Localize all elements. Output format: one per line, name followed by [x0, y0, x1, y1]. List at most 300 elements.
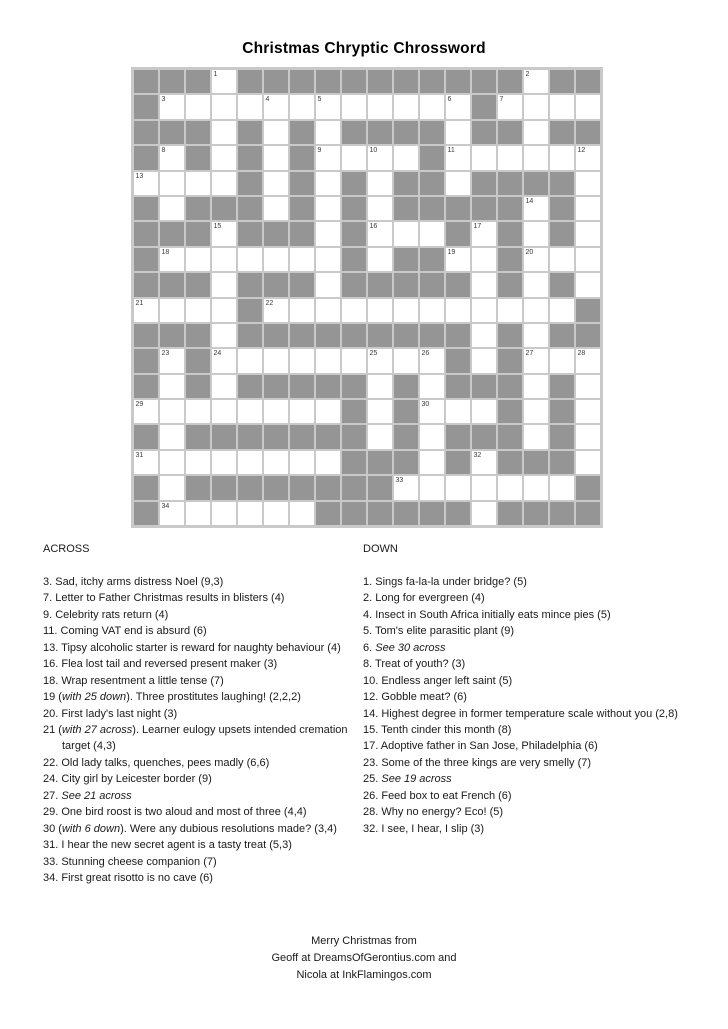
- grid-cell-block: [472, 172, 496, 195]
- cell-number: 8: [161, 147, 166, 155]
- grid-cell[interactable]: [576, 273, 600, 296]
- grid-cell[interactable]: [212, 95, 236, 118]
- grid-cell[interactable]: [446, 95, 470, 118]
- grid-cell-block: [550, 400, 574, 423]
- grid-cell[interactable]: [472, 299, 496, 322]
- grid-cell[interactable]: [472, 502, 496, 525]
- grid-cell[interactable]: [550, 146, 574, 169]
- grid-cell[interactable]: [576, 222, 600, 245]
- grid-cell[interactable]: [446, 299, 470, 322]
- grid-cell-block: [186, 222, 210, 245]
- grid-cell-block: [134, 70, 158, 93]
- grid-cell-block: [342, 172, 366, 195]
- cell-number: 15: [213, 223, 222, 231]
- grid-cell[interactable]: [498, 146, 522, 169]
- grid-cell[interactable]: [576, 451, 600, 474]
- grid-cell[interactable]: [394, 222, 418, 245]
- grid-cell[interactable]: [368, 400, 392, 423]
- grid-cell[interactable]: [264, 451, 288, 474]
- grid-cell[interactable]: [368, 349, 392, 372]
- clue-down-28: [363, 804, 719, 820]
- grid-cell-block: [264, 273, 288, 296]
- grid-cell[interactable]: [264, 197, 288, 220]
- grid-cell-block: [394, 273, 418, 296]
- grid-cell-block: [134, 197, 158, 220]
- clue-text-segment: 2. Long for evergreen (4): [363, 592, 485, 605]
- grid-cell[interactable]: [420, 299, 444, 322]
- clue-text-segment: 16. Flea lost tail and reversed present maker (3): [43, 658, 278, 671]
- grid-cell-block: [420, 324, 444, 347]
- grid-cell[interactable]: [186, 400, 210, 423]
- grid-cell-block: [498, 502, 522, 525]
- grid-cell-block: [134, 375, 158, 398]
- grid-cell[interactable]: [472, 324, 496, 347]
- grid-cell[interactable]: [524, 146, 548, 169]
- grid-cell-block: [472, 375, 496, 398]
- grid-cell[interactable]: [316, 248, 340, 271]
- grid-cell[interactable]: [576, 197, 600, 220]
- grid-cell[interactable]: [212, 349, 236, 372]
- down-clues-section: [363, 541, 719, 837]
- grid-cell[interactable]: [160, 375, 184, 398]
- grid-cell[interactable]: [524, 375, 548, 398]
- clue-text-segment: 10. Endless anger left saint (5): [363, 674, 513, 687]
- grid-cell-block: [550, 197, 574, 220]
- grid-cell[interactable]: [342, 349, 366, 372]
- grid-cell[interactable]: [160, 299, 184, 322]
- grid-cell-block: [290, 121, 314, 144]
- grid-cell-block: [238, 476, 262, 499]
- clue-across-16: [43, 656, 363, 672]
- grid-cell-block: [342, 502, 366, 525]
- grid-cell-block: [212, 425, 236, 448]
- grid-cell-block: [524, 502, 548, 525]
- grid-cell[interactable]: [446, 400, 470, 423]
- grid-cell[interactable]: [186, 502, 210, 525]
- grid-cell[interactable]: [316, 400, 340, 423]
- grid-cell[interactable]: [446, 146, 470, 169]
- across-clues-list: [43, 574, 363, 887]
- grid-cell-block: [160, 222, 184, 245]
- grid-cell[interactable]: [264, 95, 288, 118]
- clue-text-segment: 13. Tipsy alcoholic starter is reward for naughty behaviour (4): [43, 641, 341, 654]
- grid-cell-block: [264, 70, 288, 93]
- grid-cell-block: [550, 121, 574, 144]
- grid-cell[interactable]: [472, 146, 496, 169]
- grid-cell[interactable]: [160, 146, 184, 169]
- grid-cell-block: [134, 425, 158, 448]
- clue-across-9: [43, 607, 363, 623]
- cell-number: 12: [577, 147, 586, 155]
- grid-cell-block: [342, 400, 366, 423]
- grid-cell-block: [576, 324, 600, 347]
- grid-cell[interactable]: [134, 172, 158, 195]
- grid-cell[interactable]: [160, 451, 184, 474]
- grid-cell-block: [550, 375, 574, 398]
- clue-text-segment: 34. First great risotto is no cave (6): [43, 872, 213, 885]
- grid-cell[interactable]: [316, 299, 340, 322]
- cell-number: 26: [421, 350, 430, 358]
- grid-cell-block: [524, 172, 548, 195]
- grid-cell-block: [238, 146, 262, 169]
- grid-cell[interactable]: [576, 425, 600, 448]
- clue-text-segment: with 27 across: [61, 723, 133, 736]
- grid-cell-block: [472, 425, 496, 448]
- grid-cell[interactable]: [446, 172, 470, 195]
- grid-cell[interactable]: [420, 476, 444, 499]
- grid-cell[interactable]: [186, 451, 210, 474]
- grid-cell[interactable]: [290, 400, 314, 423]
- cell-number: 19: [447, 248, 456, 256]
- grid-cell[interactable]: [264, 349, 288, 372]
- grid-cell-block: [290, 425, 314, 448]
- grid-cell-block: [160, 121, 184, 144]
- grid-cell-block: [290, 273, 314, 296]
- clue-down-23: [363, 755, 719, 771]
- grid-cell[interactable]: [368, 146, 392, 169]
- grid-cell[interactable]: [368, 425, 392, 448]
- grid-cell-block: [134, 121, 158, 144]
- grid-cell[interactable]: [524, 121, 548, 144]
- grid-cell[interactable]: [238, 248, 262, 271]
- grid-cell[interactable]: [472, 476, 496, 499]
- grid-cell-block: [238, 299, 262, 322]
- clue-text-segment: with 6 down: [61, 822, 121, 835]
- grid-cell[interactable]: [472, 451, 496, 474]
- grid-cell[interactable]: [238, 95, 262, 118]
- grid-cell-block: [316, 324, 340, 347]
- grid-cell[interactable]: [134, 451, 158, 474]
- grid-cell[interactable]: [212, 172, 236, 195]
- grid-cell-block: [420, 121, 444, 144]
- grid-cell[interactable]: [498, 476, 522, 499]
- grid-cell[interactable]: [550, 299, 574, 322]
- grid-cell-block: [576, 502, 600, 525]
- grid-cell[interactable]: [368, 172, 392, 195]
- grid-cell-block: [394, 248, 418, 271]
- grid-cell[interactable]: [420, 451, 444, 474]
- grid-cell[interactable]: [524, 299, 548, 322]
- grid-cell[interactable]: [446, 121, 470, 144]
- grid-cell[interactable]: [290, 95, 314, 118]
- grid-cell[interactable]: [576, 248, 600, 271]
- grid-cell-block: [342, 273, 366, 296]
- grid-cell[interactable]: [316, 451, 340, 474]
- grid-cell[interactable]: [160, 95, 184, 118]
- clue-down-17: [363, 738, 719, 754]
- grid-cell-block: [186, 375, 210, 398]
- clue-text-segment: 27.: [43, 789, 62, 802]
- grid-cell[interactable]: [524, 95, 548, 118]
- grid-cell-block: [394, 121, 418, 144]
- grid-cell[interactable]: [238, 400, 262, 423]
- grid-cell[interactable]: [290, 349, 314, 372]
- grid-cell[interactable]: [576, 172, 600, 195]
- cell-number: 20: [525, 248, 534, 256]
- cell-number: 18: [161, 248, 170, 256]
- grid-cell[interactable]: [316, 222, 340, 245]
- grid-cell[interactable]: [134, 400, 158, 423]
- grid-cell[interactable]: [316, 95, 340, 118]
- grid-cell[interactable]: [316, 349, 340, 372]
- grid-cell[interactable]: [420, 400, 444, 423]
- grid-cell-block: [342, 222, 366, 245]
- grid-cell[interactable]: [290, 248, 314, 271]
- grid-cell[interactable]: [186, 248, 210, 271]
- down-clues-list: [363, 574, 719, 837]
- grid-cell[interactable]: [160, 248, 184, 271]
- grid-cell[interactable]: [368, 197, 392, 220]
- footer-message: [0, 933, 728, 984]
- grid-cell[interactable]: [290, 299, 314, 322]
- clue-text-segment: 31. I hear the new secret agent is a tasty treat (5,3): [43, 839, 292, 852]
- grid-cell[interactable]: [394, 299, 418, 322]
- grid-cell[interactable]: [498, 299, 522, 322]
- grid-cell-block: [134, 476, 158, 499]
- grid-cell-block: [316, 476, 340, 499]
- grid-cell-block: [420, 146, 444, 169]
- grid-cell[interactable]: [212, 324, 236, 347]
- grid-cell[interactable]: [576, 375, 600, 398]
- grid-cell-block: [264, 324, 288, 347]
- clue-across-30: [43, 821, 363, 837]
- grid-cell-block: [134, 146, 158, 169]
- cell-number: 23: [161, 350, 170, 358]
- grid-cell[interactable]: [368, 299, 392, 322]
- grid-cell-block: [498, 172, 522, 195]
- grid-cell[interactable]: [212, 222, 236, 245]
- grid-cell[interactable]: [524, 425, 548, 448]
- grid-cell[interactable]: [212, 121, 236, 144]
- grid-cell[interactable]: [212, 451, 236, 474]
- grid-cell[interactable]: [576, 349, 600, 372]
- grid-cell[interactable]: [524, 70, 548, 93]
- grid-cell[interactable]: [212, 248, 236, 271]
- grid-cell[interactable]: [498, 95, 522, 118]
- grid-cell-block: [550, 502, 574, 525]
- grid-cell[interactable]: [160, 476, 184, 499]
- grid-cell[interactable]: [238, 451, 262, 474]
- grid-cell-block: [446, 349, 470, 372]
- grid-cell[interactable]: [368, 222, 392, 245]
- grid-cell-block: [550, 172, 574, 195]
- clue-text-segment: ). Learner eulogy upsets intended cremation target (4,3): [62, 723, 348, 753]
- grid-cell[interactable]: [420, 95, 444, 118]
- grid-cell-block: [498, 349, 522, 372]
- grid-cell[interactable]: [264, 299, 288, 322]
- grid-cell-block: [186, 70, 210, 93]
- clue-text-segment: 29. One bird roost is two aloud and most of three (4,4): [43, 806, 307, 819]
- grid-cell[interactable]: [524, 248, 548, 271]
- grid-cell-block: [498, 222, 522, 245]
- grid-cell[interactable]: [316, 172, 340, 195]
- grid-cell-block: [212, 197, 236, 220]
- grid-cell-block: [576, 476, 600, 499]
- grid-cell[interactable]: [550, 476, 574, 499]
- grid-cell-block: [134, 248, 158, 271]
- grid-cell-block: [498, 273, 522, 296]
- clue-across-22: [43, 755, 363, 771]
- grid-cell[interactable]: [264, 400, 288, 423]
- grid-cell[interactable]: [342, 299, 366, 322]
- grid-cell[interactable]: [212, 146, 236, 169]
- clue-text-segment: with 25 down: [61, 691, 127, 704]
- clue-down-5: [363, 623, 719, 639]
- grid-cell[interactable]: [368, 248, 392, 271]
- grid-cell[interactable]: [160, 502, 184, 525]
- grid-cell[interactable]: [472, 400, 496, 423]
- grid-cell[interactable]: [212, 273, 236, 296]
- grid-cell-block: [316, 502, 340, 525]
- grid-cell-block: [186, 197, 210, 220]
- grid-cell-block: [238, 425, 262, 448]
- grid-cell[interactable]: [264, 121, 288, 144]
- grid-cell[interactable]: [472, 222, 496, 245]
- grid-cell[interactable]: [420, 425, 444, 448]
- grid-cell-block: [550, 70, 574, 93]
- grid-cell[interactable]: [264, 248, 288, 271]
- grid-cell[interactable]: [420, 222, 444, 245]
- grid-cell[interactable]: [160, 425, 184, 448]
- grid-cell[interactable]: [524, 324, 548, 347]
- clue-text-segment: 9. Celebrity rats return (4): [43, 608, 169, 621]
- grid-cell-block: [342, 248, 366, 271]
- grid-cell-block: [342, 476, 366, 499]
- grid-cell[interactable]: [160, 400, 184, 423]
- grid-cell[interactable]: [394, 146, 418, 169]
- grid-cell[interactable]: [420, 349, 444, 372]
- grid-cell[interactable]: [212, 299, 236, 322]
- grid-cell-block: [160, 324, 184, 347]
- grid-cell-block: [316, 375, 340, 398]
- grid-cell[interactable]: [576, 146, 600, 169]
- clue-across-20: [43, 706, 363, 722]
- grid-cell[interactable]: [212, 375, 236, 398]
- grid-cell[interactable]: [160, 172, 184, 195]
- grid-cell[interactable]: [446, 248, 470, 271]
- grid-cell[interactable]: [316, 273, 340, 296]
- grid-cell[interactable]: [550, 349, 574, 372]
- grid-cell-block: [472, 95, 496, 118]
- grid-cell[interactable]: [212, 502, 236, 525]
- clue-down-8: [363, 656, 719, 672]
- grid-cell[interactable]: [550, 248, 574, 271]
- grid-cell[interactable]: [212, 70, 236, 93]
- grid-cell[interactable]: [394, 349, 418, 372]
- grid-cell-block: [394, 425, 418, 448]
- grid-cell[interactable]: [550, 95, 574, 118]
- clue-across-19: [43, 689, 363, 705]
- grid-cell-block: [264, 476, 288, 499]
- grid-cell[interactable]: [524, 400, 548, 423]
- cell-number: 21: [135, 299, 144, 307]
- grid-cell[interactable]: [472, 349, 496, 372]
- grid-cell[interactable]: [394, 95, 418, 118]
- grid-cell-block: [394, 197, 418, 220]
- grid-cell[interactable]: [472, 248, 496, 271]
- clue-text-segment: 24. City girl by Leicester border (9): [43, 773, 212, 786]
- grid-cell[interactable]: [524, 273, 548, 296]
- grid-cell-block: [342, 324, 366, 347]
- grid-cell[interactable]: [576, 400, 600, 423]
- cell-number: 27: [525, 350, 534, 358]
- grid-cell[interactable]: [446, 476, 470, 499]
- grid-cell-block: [368, 121, 392, 144]
- grid-cell[interactable]: [342, 146, 366, 169]
- grid-cell[interactable]: [238, 349, 262, 372]
- clue-text-segment: See 21 across: [61, 789, 132, 802]
- grid-cell[interactable]: [316, 197, 340, 220]
- grid-cell[interactable]: [186, 299, 210, 322]
- clue-text-segment: 14. Highest degree in former temperature scale without you (2,8): [363, 707, 678, 720]
- grid-cell[interactable]: [316, 146, 340, 169]
- grid-cell-block: [342, 375, 366, 398]
- grid-cell[interactable]: [368, 375, 392, 398]
- clue-text-segment: 3. Sad, itchy arms distress Noel (9,3): [43, 575, 224, 588]
- grid-cell[interactable]: [290, 502, 314, 525]
- grid-cell-block: [420, 172, 444, 195]
- grid-cell[interactable]: [186, 172, 210, 195]
- grid-cell[interactable]: [368, 95, 392, 118]
- grid-cell[interactable]: [264, 172, 288, 195]
- grid-cell[interactable]: [472, 273, 496, 296]
- clue-text-segment: 7. Letter to Father Christmas results in blisters (4): [43, 592, 285, 605]
- grid-cell[interactable]: [576, 95, 600, 118]
- grid-cell[interactable]: [524, 197, 548, 220]
- grid-cell-block: [576, 299, 600, 322]
- clue-text-segment: 6.: [363, 641, 376, 654]
- grid-cell[interactable]: [524, 222, 548, 245]
- grid-cell-block: [420, 248, 444, 271]
- cell-number: 6: [447, 96, 452, 104]
- grid-cell[interactable]: [160, 197, 184, 220]
- grid-cell-block: [446, 197, 470, 220]
- grid-cell-block: [368, 324, 392, 347]
- grid-cell[interactable]: [186, 95, 210, 118]
- grid-cell-block: [186, 476, 210, 499]
- grid-cell[interactable]: [264, 146, 288, 169]
- clue-text-segment: 26. Feed box to eat French (6): [363, 789, 512, 802]
- clue-text-segment: 28. Why no energy? Eco! (5): [363, 806, 504, 819]
- grid-cell[interactable]: [524, 476, 548, 499]
- cell-number: 7: [499, 96, 504, 104]
- grid-cell[interactable]: [160, 349, 184, 372]
- clue-down-4: [363, 607, 719, 623]
- grid-cell[interactable]: [238, 502, 262, 525]
- crossword-grid: [131, 67, 603, 528]
- clue-down-1: [363, 574, 719, 590]
- grid-cell[interactable]: [394, 476, 418, 499]
- clue-across-7: [43, 590, 363, 606]
- grid-cell-block: [238, 197, 262, 220]
- grid-cell[interactable]: [290, 451, 314, 474]
- grid-cell-block: [446, 502, 470, 525]
- grid-cell-block: [342, 70, 366, 93]
- grid-cell-block: [498, 375, 522, 398]
- grid-cell[interactable]: [134, 299, 158, 322]
- clue-across-21: [43, 722, 363, 755]
- cell-number: 28: [577, 350, 586, 358]
- grid-cell[interactable]: [420, 375, 444, 398]
- grid-cell-block: [472, 121, 496, 144]
- grid-cell[interactable]: [342, 95, 366, 118]
- puzzle-title: Christmas Chryptic Chrossword: [242, 40, 486, 57]
- grid-cell[interactable]: [316, 121, 340, 144]
- grid-cell[interactable]: [212, 400, 236, 423]
- grid-cell-block: [394, 400, 418, 423]
- grid-cell[interactable]: [524, 349, 548, 372]
- grid-cell[interactable]: [264, 502, 288, 525]
